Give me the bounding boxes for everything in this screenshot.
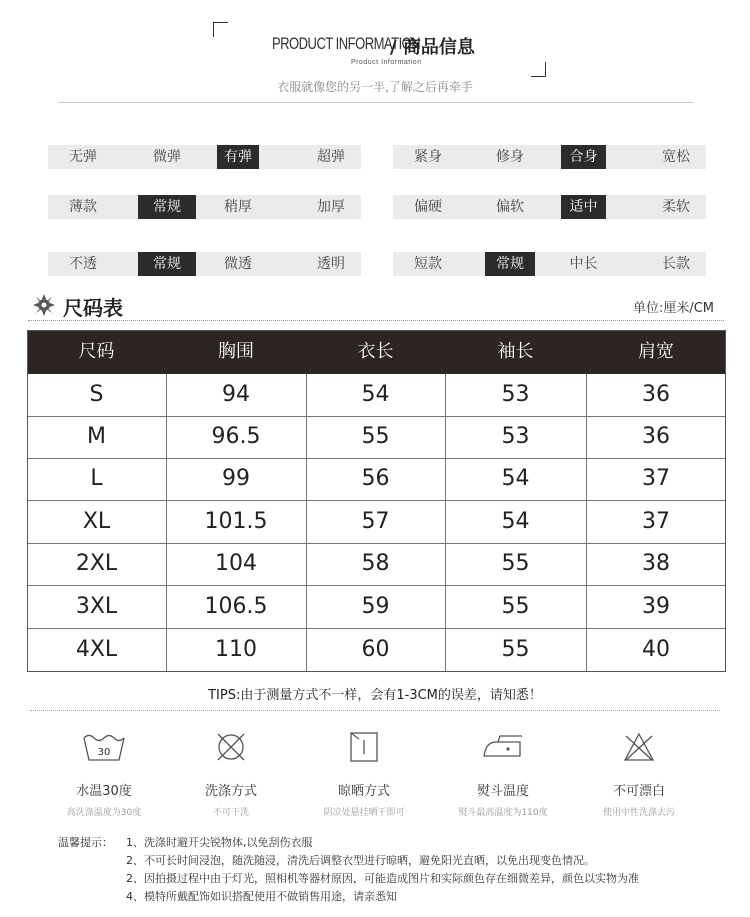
table-cell: 4XL (75, 637, 118, 662)
attribute-option: 短款 (414, 256, 442, 272)
care-item-wash (44, 730, 164, 818)
table-cell: 101.5 (204, 509, 268, 534)
attribute-group (48, 195, 361, 219)
table-cell: 37 (642, 509, 670, 534)
dotted-divider (30, 710, 720, 711)
attribute-option: 超弹 (317, 149, 345, 165)
size-chart-title: 尺码表 (63, 296, 123, 320)
table-cell: 2XL (75, 551, 118, 576)
note-item: 2、因拍摄过程中由于灯光，照相机等器材原因，可能造成图片和实际颜色存在细微差异，颜色以实物为准 (126, 872, 639, 885)
attribute-option: 无弹 (69, 149, 97, 165)
table-cell: 57 (361, 509, 390, 534)
table-cell: 59 (361, 594, 390, 619)
attribute-option: 常规 (485, 252, 535, 276)
care-item-drying (304, 730, 424, 818)
care-item-bleach (579, 730, 699, 818)
table-cell: 104 (215, 551, 257, 576)
no-bleach-icon (621, 730, 657, 764)
attribute-option: 微弹 (153, 149, 181, 165)
table-cell: 37 (642, 466, 670, 491)
table-cell: 54 (361, 382, 390, 407)
table-cell: 53 (501, 382, 530, 407)
attribute-option: 稍厚 (224, 199, 252, 215)
attribute-option: 偏软 (496, 199, 524, 215)
note-item: 2、不可长时间浸泡，随洗随浸，清洗后调整衣型进行晾晒，避免阳光直晒，以免出现变色情况。 (126, 854, 595, 867)
care-title: 水温30度 (76, 784, 132, 799)
title-subtitle: Product Information (351, 59, 422, 66)
attribute-group (393, 145, 706, 169)
wash-30-icon (81, 730, 127, 764)
care-subtitle: 使用中性洗涤去污 (602, 808, 675, 818)
unit-label: 单位:厘米/CM (632, 301, 714, 316)
size-table (27, 330, 726, 672)
no-handwash-icon (214, 730, 248, 764)
table-cell: S (89, 382, 104, 407)
table-cell: 55 (501, 551, 530, 576)
divider (58, 102, 693, 103)
column-header: 袖长 (497, 341, 534, 362)
line-dry-icon (347, 730, 381, 764)
table-cell: 99 (222, 466, 250, 491)
care-title: 洗涤方式 (204, 784, 257, 799)
table-border (27, 330, 726, 672)
table-cell: 55 (361, 424, 390, 449)
iron-icon (480, 730, 526, 764)
attribute-option: 透明 (317, 256, 345, 272)
table-cell: 96.5 (211, 424, 261, 449)
notes-label: 温馨提示： (58, 836, 113, 849)
column-header: 尺码 (78, 341, 115, 362)
table-cell: 53 (501, 424, 530, 449)
attribute-option: 不透 (69, 256, 97, 272)
column-header: 衣长 (357, 341, 394, 362)
corner-bracket-bottom-right (531, 62, 546, 77)
note-item: 4、模特所戴配饰如识搭配使用不做销售用途，请亲悉知 (126, 890, 397, 903)
note-item: 1、洗涤时避开尖锐物体,以免刮伤衣服 (126, 836, 313, 849)
attribute-option: 合身 (561, 145, 606, 169)
attribute-group (393, 195, 706, 219)
attribute-option: 柔软 (662, 199, 690, 215)
attribute-option: 微透 (224, 256, 252, 272)
attribute-option: 修身 (496, 149, 524, 165)
care-subtitle: 熨斗最高温度为110度 (458, 808, 548, 818)
gear-icon (33, 294, 55, 316)
attribute-option: 适中 (561, 195, 606, 219)
attribute-option: 宽松 (662, 149, 690, 165)
care-item-washing-method (171, 730, 291, 818)
title-chinese: / 商品信息 (390, 37, 475, 58)
attribute-group (393, 252, 706, 276)
slogan: 衣服就像您的另一半,了解之后再牵手 (277, 80, 473, 94)
tips-text: TIPS:由于测量方式不一样，会有1-3CM的误差，请知悉！ (208, 688, 542, 703)
attribute-option: 紧身 (414, 149, 442, 165)
table-cell: 36 (642, 424, 670, 449)
table-cell: 55 (501, 637, 530, 662)
care-subtitle: 不可干洗 (212, 808, 249, 818)
table-cell: 94 (222, 382, 250, 407)
table-cell: 60 (361, 637, 390, 662)
attribute-option: 有弹 (217, 145, 259, 169)
table-cell: 56 (361, 466, 390, 491)
table-cell: 39 (642, 594, 670, 619)
table-cell: 36 (642, 382, 670, 407)
table-cell: L (90, 466, 103, 491)
table-cell: 38 (642, 551, 670, 576)
table-cell: 55 (501, 594, 530, 619)
care-subtitle: 阴凉处悬挂晒干即可 (323, 808, 405, 818)
table-cell: 54 (501, 466, 530, 491)
care-title: 不可漂白 (612, 784, 665, 799)
table-cell: 40 (642, 637, 670, 662)
wash-temperature-label: 30 (97, 747, 111, 758)
attribute-group (48, 145, 361, 169)
table-cell: 3XL (75, 594, 118, 619)
table-cell: 54 (501, 509, 530, 534)
column-header: 肩宽 (638, 341, 674, 362)
attribute-option: 薄款 (69, 199, 97, 215)
attribute-option: 常规 (138, 195, 196, 219)
dotted-divider (28, 320, 724, 321)
care-title: 熨斗温度 (476, 784, 529, 799)
attribute-group (48, 252, 361, 276)
attribute-option: 长款 (662, 256, 690, 272)
attribute-option: 加厚 (317, 199, 345, 215)
table-cell: 106.5 (204, 594, 268, 619)
table-cell: 110 (215, 637, 257, 662)
column-header: 胸围 (218, 341, 254, 362)
attribute-option: 中长 (569, 256, 598, 272)
care-subtitle: 高洗涤温度为30度 (66, 808, 142, 818)
table-cell: M (87, 424, 106, 449)
corner-bracket-top-left (213, 22, 228, 37)
table-cell: 58 (361, 551, 390, 576)
table-cell: XL (82, 509, 111, 534)
care-item-ironing (443, 730, 563, 818)
care-title: 晾晒方式 (337, 784, 390, 799)
attribute-option: 偏硬 (414, 199, 442, 215)
title-english: PRODUCT INFORMATION (272, 34, 421, 53)
attribute-option: 常规 (138, 252, 196, 276)
